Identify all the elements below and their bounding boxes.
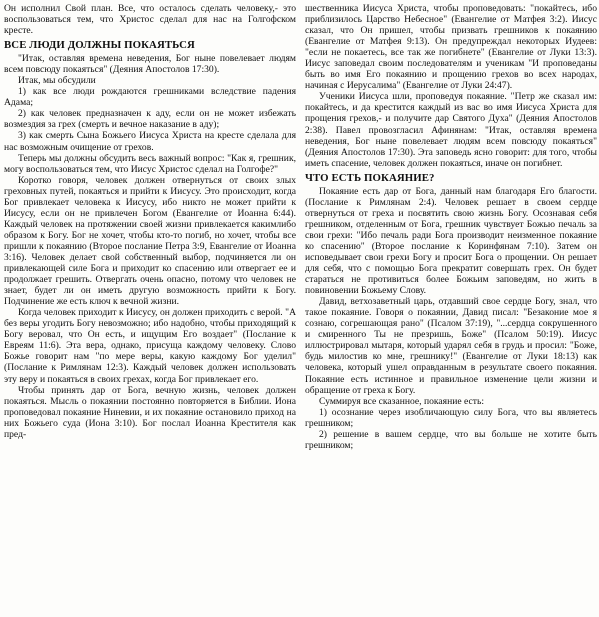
list-item-2: 2) как человек предназначен к аду, если он не может избежать возмездия за грех (смерть и вечное наказание в аду);: [4, 108, 296, 131]
paragraph-summary: Итак, мы обсудили: [18, 75, 96, 87]
paragraph-short: Коротко говоря, человек должен отвернуться от своих злых греховных путей, покаяться и прийти к Иисусу. Это происходит, когда Бог привлекает человека к Иисусу, ибо никто не может прийти к Иисусу, если он не привлечен Богом (Евангелие от Иоанна 6:44). Каждый человек на протяжении своей жизни привлекается какимлибо образом к Богу. Бог не хочет, чтобы кто-то погиб, но хочет, чтобы все пришли к покаянию (Второе послание Петра 3:9, Евангелие от Иоанна 3:16). Человек делает свой собственный выбор, подчиняется ли он привлекающей силе Бога и приходит ко спасению или отвергает ее и продолжает грешить. Отвергать очень опасно, потому что человек не знает, будет ли он иметь другую возможность прийти к Богу. Подчинение же есть ключ к вечной жизни.: [4, 174, 296, 308]
paragraph-repentance-gift: Покаяние есть дар от Бога, данный нам благодаря Его благости. (Послание к Римлянам 2:4). Человек решает в своем сердце отвернуться от греха и посвятить свою жизнь Богу. Осознавая себя грешником, отделенным от Бога, грешник чувствует Божью печаль за свои грехи: "Ибо печаль ради Бога производит неизменное покаяние ко спасению" (Второе послание к Коринфянам 7:10). Затем он исповедывает свои грехи Богу и просит Бога о прощении. Он решает для себя, что с помощью Бога прекратит совершать грех. Он будет стараться не противиться более Божьим заповедям, но жить в повиновении Божьему Слову.: [305, 185, 597, 297]
paragraph-question: Теперь мы должны обсудить весь важный вопрос: "Как я, грешник, могу воспользоваться тем, что Иисус Христос сделал на Голгофе?": [4, 152, 296, 175]
paragraph-continued: шественника Иисуса Христа, чтобы проповедовать: "покайтесь, ибо приблизилось Царство Небесное" (Евангелие от Матфея 3:2). Иисус сказал, что Он пришел, чтобы призвать грешников к покаянию (Евангелие от Матфея 9:13). Он предупреждал некоторых Иудеев: "если не покаетесь, все так же погибнете" (Евангелие от Луки 13:3). Иисус заповедал своим последователям и ученикам "И проповеданы быть во имя Его покаянию и прощению грехов во всех народах, начиная с Иерусалима" (Евангелие от Луки 24:47).: [305, 3, 597, 92]
paragraph-faith: Когда человек приходит к Иисусу, он должен приходить с верой. "А без веры угодить Богу невозможно; ибо надобно, чтобы приходящий к Богу веровал, что Он есть, и ищущим Его воздает" (Послание к Евреям 11:6). Эта вера, однако, присуща каждому человеку. Слово Божье говорит нам "по мере веры, какую каждому Бог уделил" (Послание к Римлянам 12:3). Каждый человек должен использовать эту веру и покаяться в своих грехах, когда Бог привлекает его.: [4, 307, 296, 385]
list-item-r2: 2) решение в вашем сердце, что вы больше не хотите быть грешником;: [305, 428, 597, 451]
paragraph-david: Давид, ветхозаветный царь, отдавший свое сердце Богу, знал, что такое покаяние. Говоря о покаянии, Давид писал: "Безаконие мое я сознаю, согрешающая рано" (Псалом 37:19), "...сердца сокрушенного и смиренного Ты не презришь, Боже" (Псалом 50:19). Иисус иллюстрировал мытаря, который ударял себя в грудь и просил: "Боже, будь милостив ко мне, грешнику!" (Евангелие от Луки 18:13) как человека, который ушел оправданным в результате своего покаяния. Покаяние есть истинное и правильное изменение цели жизни и обращение от греха к Богу.: [305, 296, 597, 396]
paragraph-disciples: Ученики Иисуса шли, проповедуя покаяние. "Петр же сказал им: покайтесь, и да крестится каждый из вас во имя Иисуса Христа для прощения грехов,- и получите дар Святого Духа" (Деяния Апостолов 2:38). Павел провозгласил Афинянам: "Итак, оставляя времена неведения, Бог ныне повелевает людям всем повсюду покаяться" (Деяния Апостолов 17:30). Эта заповедь ясно говорит: для того, чтобы иметь спасение, человек должен покаяться, иначе он погибнет.: [305, 91, 597, 169]
left-column: [4, 3, 296, 440]
list-item-1: 1) как все люди рождаются грешниками вследствие падения Адама;: [4, 86, 296, 109]
paragraph-intro: Он исполнил Свой план. Все, что осталось сделать человеку,- это воспользоваться тем, что Христос сделал для нас на Голгофском кресте.: [4, 3, 296, 37]
section-heading-what-is: ЧТО ЕСТЬ ПОКАЯНИЕ?: [305, 171, 435, 184]
paragraph-summary-2: Суммируя все сказанное, покаяние есть:: [319, 395, 484, 407]
list-item-r1: 1) осознание через изобличающую силу Бога, что вы являетесь грешником;: [305, 406, 597, 429]
paragraph-quote: "Итак, оставляя времена неведения, Бог ныне повелевает людям всем повсюду покаяться" (Деяния Апостолов 17:30).: [4, 53, 296, 76]
paragraph-gift: Чтобы принять дар от Бога, вечную жизнь, человек должен покаяться. Мысль о покаянии постоянно повторяется в Библии. Иона проповедовал покаяние Ниневии, и их покаяние остановило приход на них Божьего суда (Иона 3:10). Бог послал Иоанна Крестителя как пред-: [4, 384, 296, 440]
list-item-3: 3) как смерть Сына Божьего Иисуса Христа на кресте сделала для нас возможным очищение от грехов.: [4, 130, 296, 153]
right-column: [305, 3, 597, 451]
section-heading-repent: ВСЕ ЛЮДИ ДОЛЖНЫ ПОКАЯТЬСЯ: [4, 39, 195, 52]
